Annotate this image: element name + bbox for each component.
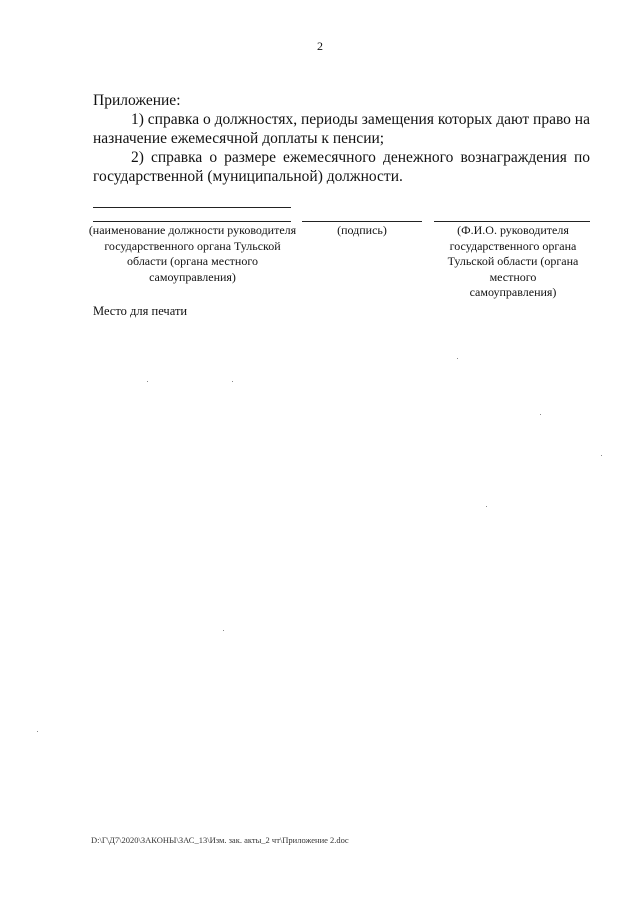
scan-speck (486, 506, 487, 507)
scan-speck (223, 630, 224, 631)
scan-speck (232, 381, 233, 382)
footer-file-path: D:\Г\Д7\2020\ЗАКОНЫ\ЗАС_13\Изм. зак. акты_2 чт\Приложение 2.doc (91, 835, 349, 845)
position-line (93, 221, 291, 222)
attachment-item-1: 1) справка о должностях, периоды замещения которых дают право на назначение ежемесячной доплаты к пенсии; (93, 111, 590, 147)
name-caption: (Ф.И.О. руководителя государственного органа Тульской области (органа местного самоуправления) (447, 223, 579, 299)
page-number: 2 (317, 39, 323, 53)
scan-speck (540, 414, 541, 415)
position-caption: (наименование должности руководителя государственного органа Тульской области (органа местного самоуправления) (88, 223, 297, 284)
name-line (434, 221, 590, 222)
signature-caption: (подпись) (337, 223, 387, 237)
scan-speck (601, 455, 602, 456)
attachments-section (93, 91, 590, 186)
attachments-title: Приложение: (93, 92, 181, 109)
extra-rule-line (93, 207, 291, 208)
scan-speck (147, 381, 148, 382)
attachment-item-2: 2) справка о размере ежемесячного денежного вознаграждения по государственной (муниципальной) должности. (93, 149, 590, 185)
signature-line (302, 221, 422, 222)
scan-speck (457, 358, 458, 359)
scan-speck (37, 731, 38, 732)
seal-place-label: Место для печати (93, 304, 188, 318)
